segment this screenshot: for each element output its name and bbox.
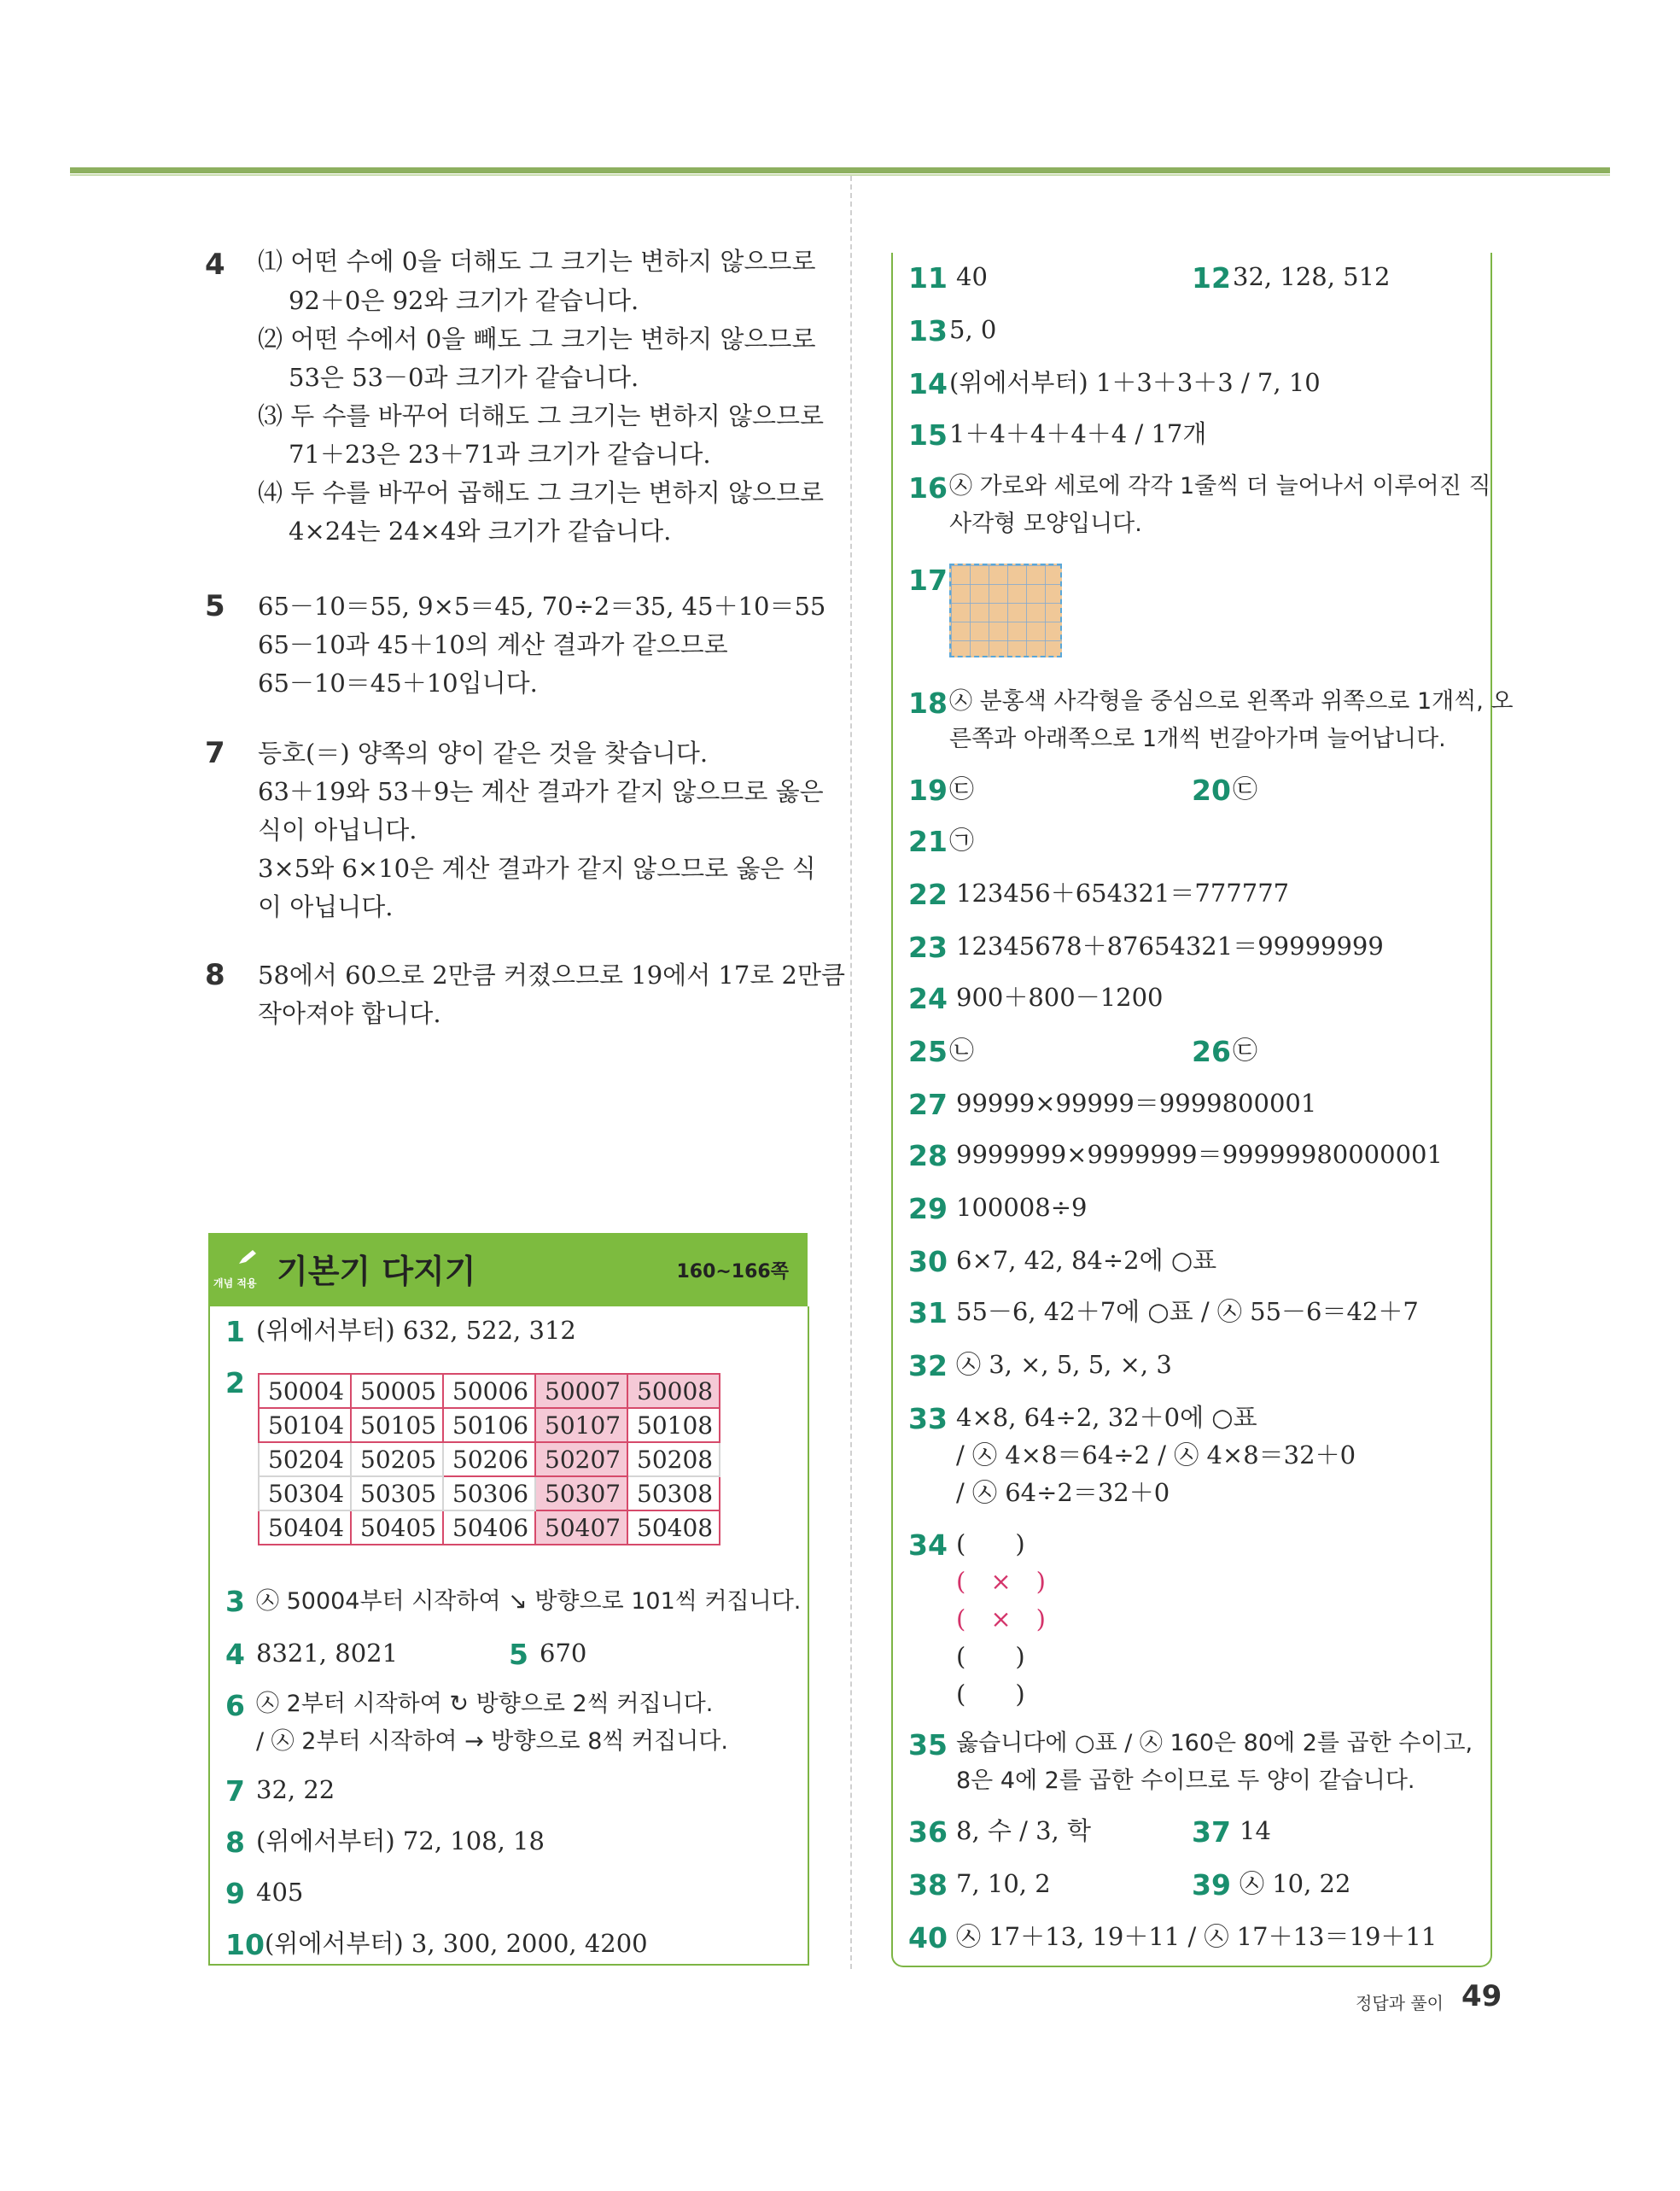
grid-cell: 50006 xyxy=(443,1374,535,1408)
question-number: 3 xyxy=(225,1585,245,1618)
question-number: 32 xyxy=(908,1349,948,1382)
section-banner xyxy=(208,1233,808,1306)
answer-text: 1＋4＋4＋4＋4 / 17개 xyxy=(949,419,1207,448)
grid-row xyxy=(259,1442,720,1476)
question-number: 21 xyxy=(908,825,948,858)
answer-text: ( ) xyxy=(956,1642,1025,1671)
answer-text: ㉠ xyxy=(949,826,975,855)
answer-text: (위에서부터) 3, 300, 2000, 4200 xyxy=(265,1929,648,1958)
answer-text: (위에서부터) 632, 522, 312 xyxy=(256,1316,576,1345)
question-number: 40 xyxy=(908,1921,948,1954)
answer-text: ㉦ 10, 22 xyxy=(1240,1869,1351,1898)
answer-text: ㉢ xyxy=(1233,774,1258,803)
question-number: 38 xyxy=(908,1868,948,1902)
page-number: 49 xyxy=(1461,1979,1502,2013)
answer-text: 40 xyxy=(956,262,988,291)
grid-cell: 50005 xyxy=(351,1374,443,1408)
question-number: 8 xyxy=(205,958,225,992)
answer-text: ㉦ 17＋13, 19＋11 / ㉦ 17＋13＝19＋11 xyxy=(956,1922,1438,1951)
question-number: 33 xyxy=(908,1402,948,1435)
grid-cell-highlighted: 50207 xyxy=(535,1442,627,1476)
grid-cell: 50208 xyxy=(627,1442,720,1476)
grid-cell-highlighted: 50407 xyxy=(535,1510,627,1545)
answer-line: 식이 아닙니다. xyxy=(258,815,417,844)
page-range: 160~166쪽 xyxy=(676,1261,789,1282)
question-number: 30 xyxy=(908,1245,948,1278)
question-number: 34 xyxy=(908,1528,948,1562)
answer-text: 405 xyxy=(256,1878,304,1907)
number-grid xyxy=(258,1373,720,1545)
answer-text: ( × ) xyxy=(956,1604,1046,1633)
answer-text: / ㉦ 4×8＝64÷2 / ㉦ 4×8＝32＋0 xyxy=(956,1440,1356,1469)
answer-text: 8은 4에 2를 곱한 수이므로 두 양이 같습니다. xyxy=(956,1767,1415,1794)
answer-text: / ㉦ 64÷2＝32＋0 xyxy=(956,1478,1170,1507)
grid-cell: 50206 xyxy=(443,1442,535,1476)
answer-text: 9999999×9999999＝99999980000001 xyxy=(956,1140,1443,1169)
question-number: 10 xyxy=(225,1928,265,1961)
answer-line: 63＋19와 53＋9는 계산 결과가 같지 않으므로 옳은 xyxy=(258,777,824,806)
answer-text: 12345678＋87654321＝99999999 xyxy=(956,932,1384,961)
header-rule-light xyxy=(70,174,1610,176)
question-number: 39 xyxy=(1192,1868,1231,1902)
answer-text: (위에서부터) 72, 108, 18 xyxy=(256,1826,545,1855)
answer-text: 8321, 8021 xyxy=(256,1639,399,1668)
answer-text: 32, 128, 512 xyxy=(1233,262,1391,291)
answer-line: ⑷ 두 수를 바꾸어 곱해도 그 크기는 변하지 않으므로 xyxy=(258,478,825,507)
grid-cell: 50408 xyxy=(627,1510,720,1545)
question-number: 27 xyxy=(908,1088,948,1121)
answer-text: 7, 10, 2 xyxy=(956,1869,1051,1898)
banner-tag: 개념 적용 xyxy=(213,1277,257,1289)
grid-row xyxy=(259,1408,720,1442)
grid-cell-highlighted: 50008 xyxy=(627,1374,720,1408)
pencil-icon xyxy=(237,1247,258,1267)
answer-text: 8, 수 / 3, 학 xyxy=(956,1816,1092,1845)
question-number: 25 xyxy=(908,1035,948,1068)
question-number: 18 xyxy=(908,687,948,720)
question-number: 15 xyxy=(908,418,948,452)
grid-cell: 50406 xyxy=(443,1510,535,1545)
grid-cell: 50204 xyxy=(259,1442,351,1476)
grid-cell: 50305 xyxy=(351,1476,443,1510)
question-number: 17 xyxy=(908,564,948,597)
answer-text: 100008÷9 xyxy=(956,1193,1088,1222)
question-number: 16 xyxy=(908,471,948,505)
answer-line: 71＋23은 23＋71과 크기가 같습니다. xyxy=(289,440,711,469)
grid-cell: 50304 xyxy=(259,1476,351,1510)
grid-row xyxy=(259,1510,720,1545)
question-number: 31 xyxy=(908,1296,948,1329)
grid-cell: 50104 xyxy=(259,1408,351,1442)
answer-line: 65－10＝45＋10입니다. xyxy=(258,669,538,698)
answer-text: ㉢ xyxy=(949,774,975,803)
question-number: 1 xyxy=(225,1315,245,1348)
answer-text: ㉦ 분홍색 사각형을 중심으로 왼쪽과 위쪽으로 1개씩, 오 xyxy=(949,688,1514,715)
question-number: 7 xyxy=(225,1774,245,1808)
grid-cell: 50308 xyxy=(627,1476,720,1510)
question-number: 5 xyxy=(509,1638,528,1671)
question-number: 14 xyxy=(908,367,948,400)
question-number: 8 xyxy=(225,1826,245,1859)
answer-line: 이 아닙니다. xyxy=(258,892,394,921)
grid-cell: 50108 xyxy=(627,1408,720,1442)
question-number: 37 xyxy=(1192,1815,1231,1849)
answer-text: 사각형 모양입니다. xyxy=(949,511,1142,537)
answer-text: 옳습니다에 ○표 / ㉦ 160은 80에 2를 곱한 수이고, xyxy=(956,1730,1473,1756)
question-number: 12 xyxy=(1192,261,1231,295)
answer-line: 53은 53－0과 크기가 같습니다. xyxy=(289,363,639,392)
question-number: 20 xyxy=(1192,774,1231,807)
question-number: 4 xyxy=(225,1638,245,1671)
question-number: 13 xyxy=(908,314,948,348)
answer-line: ⑶ 두 수를 바꾸어 더해도 그 크기는 변하지 않으므로 xyxy=(258,401,825,430)
answer-text: ㉦ 2부터 시작하여 ↻ 방향으로 2씩 커집니다. xyxy=(256,1691,714,1717)
answer-line: 65－10과 45＋10의 계산 결과가 같으므로 xyxy=(258,630,728,659)
answer-line: ⑵ 어떤 수에서 0을 빼도 그 크기는 변하지 않으므로 xyxy=(258,324,816,353)
grid-cell: 50404 xyxy=(259,1510,351,1545)
grid-cell: 50105 xyxy=(351,1408,443,1442)
grid-cell: 50205 xyxy=(351,1442,443,1476)
question-number: 5 xyxy=(205,589,225,623)
answer-text: 른쪽과 아래쪽으로 1개씩 번갈아가며 늘어납니다. xyxy=(949,726,1446,752)
answer-text: ㉦ 3, ×, 5, 5, ×, 3 xyxy=(956,1350,1172,1379)
answer-text: 4×8, 64÷2, 32＋0에 ○표 xyxy=(956,1403,1257,1432)
question-number: 2 xyxy=(225,1366,245,1399)
question-number: 26 xyxy=(1192,1035,1231,1068)
column-divider xyxy=(850,176,852,1969)
answer-line: 92＋0은 92와 크기가 같습니다. xyxy=(289,286,639,315)
answer-text: 670 xyxy=(540,1639,587,1668)
answer-text: 5, 0 xyxy=(949,315,997,344)
answer-text: ( ) xyxy=(956,1529,1025,1558)
answer-text: ( × ) xyxy=(956,1567,1046,1596)
answer-text: ㉦ 50004부터 시작하여 ↘ 방향으로 101씩 커집니다. xyxy=(256,1588,802,1615)
answer-line: 3×5와 6×10은 계산 결과가 같지 않으므로 옳은 식 xyxy=(258,854,816,883)
question-number: 29 xyxy=(908,1192,948,1225)
question-number: 22 xyxy=(908,878,948,911)
question-number: 24 xyxy=(908,982,948,1015)
grid-row xyxy=(259,1374,720,1408)
question-number: 9 xyxy=(225,1877,245,1910)
section-title: 기본기 다지기 xyxy=(277,1253,476,1290)
answer-text: 14 xyxy=(1240,1816,1271,1845)
answer-line: 65－10＝55, 9×5＝45, 70÷2＝35, 45＋10＝55 xyxy=(258,592,826,621)
question-number: 19 xyxy=(908,774,948,807)
grid-cell-highlighted: 50107 xyxy=(535,1408,627,1442)
answer-line: 작아져야 합니다. xyxy=(258,999,441,1028)
grid-cell: 50306 xyxy=(443,1476,535,1510)
answer-line: ⑴ 어떤 수에 0을 더해도 그 크기는 변하지 않으므로 xyxy=(258,247,816,276)
grid-cell: 50004 xyxy=(259,1374,351,1408)
question-number: 7 xyxy=(205,736,225,770)
question-number: 23 xyxy=(908,931,948,964)
question-number: 28 xyxy=(908,1139,948,1172)
grid-row xyxy=(259,1476,720,1510)
answer-text: 6×7, 42, 84÷2에 ○표 xyxy=(956,1246,1217,1275)
question-number: 36 xyxy=(908,1815,948,1849)
answer-text: / ㉦ 2부터 시작하여 → 방향으로 8씩 커집니다. xyxy=(256,1728,728,1755)
answer-text: 32, 22 xyxy=(256,1775,335,1804)
dotted-grid-figure xyxy=(949,564,1062,657)
answer-text: 99999×99999＝9999800001 xyxy=(956,1089,1317,1118)
question-number: 4 xyxy=(205,248,225,282)
grid-cell-highlighted: 50307 xyxy=(535,1476,627,1510)
answer-text: (위에서부터) 1＋3＋3＋3 / 7, 10 xyxy=(949,368,1321,397)
question-number: 11 xyxy=(908,261,948,295)
question-number: 6 xyxy=(225,1689,245,1722)
answer-text: ㉡ xyxy=(949,1036,975,1065)
header-rule xyxy=(70,167,1610,173)
answer-text: ( ) xyxy=(956,1680,1025,1709)
question-number: 35 xyxy=(908,1728,948,1762)
answer-text: ㉢ xyxy=(1233,1036,1258,1065)
answer-line: 58에서 60으로 2만큼 커졌으므로 19에서 17로 2만큼 xyxy=(258,961,846,990)
grid-cell: 50405 xyxy=(351,1510,443,1545)
grid-cell-highlighted: 50007 xyxy=(535,1374,627,1408)
answer-line: 4×24는 24×4와 크기가 같습니다. xyxy=(289,517,672,546)
grid-cell: 50106 xyxy=(443,1408,535,1442)
answer-text: 900＋800－1200 xyxy=(956,983,1164,1012)
answer-line: 등호(＝) 양쪽의 양이 같은 것을 찾습니다. xyxy=(258,739,709,768)
answer-text: 123456＋654321＝777777 xyxy=(956,879,1290,908)
footer-label: 정답과 풀이 xyxy=(1356,1993,1444,2013)
answer-text: ㉦ 가로와 세로에 각각 1줄씩 더 늘어나서 이루어진 직 xyxy=(949,473,1491,500)
answer-text: 55－6, 42＋7에 ○표 / ㉦ 55－6＝42＋7 xyxy=(956,1297,1419,1326)
